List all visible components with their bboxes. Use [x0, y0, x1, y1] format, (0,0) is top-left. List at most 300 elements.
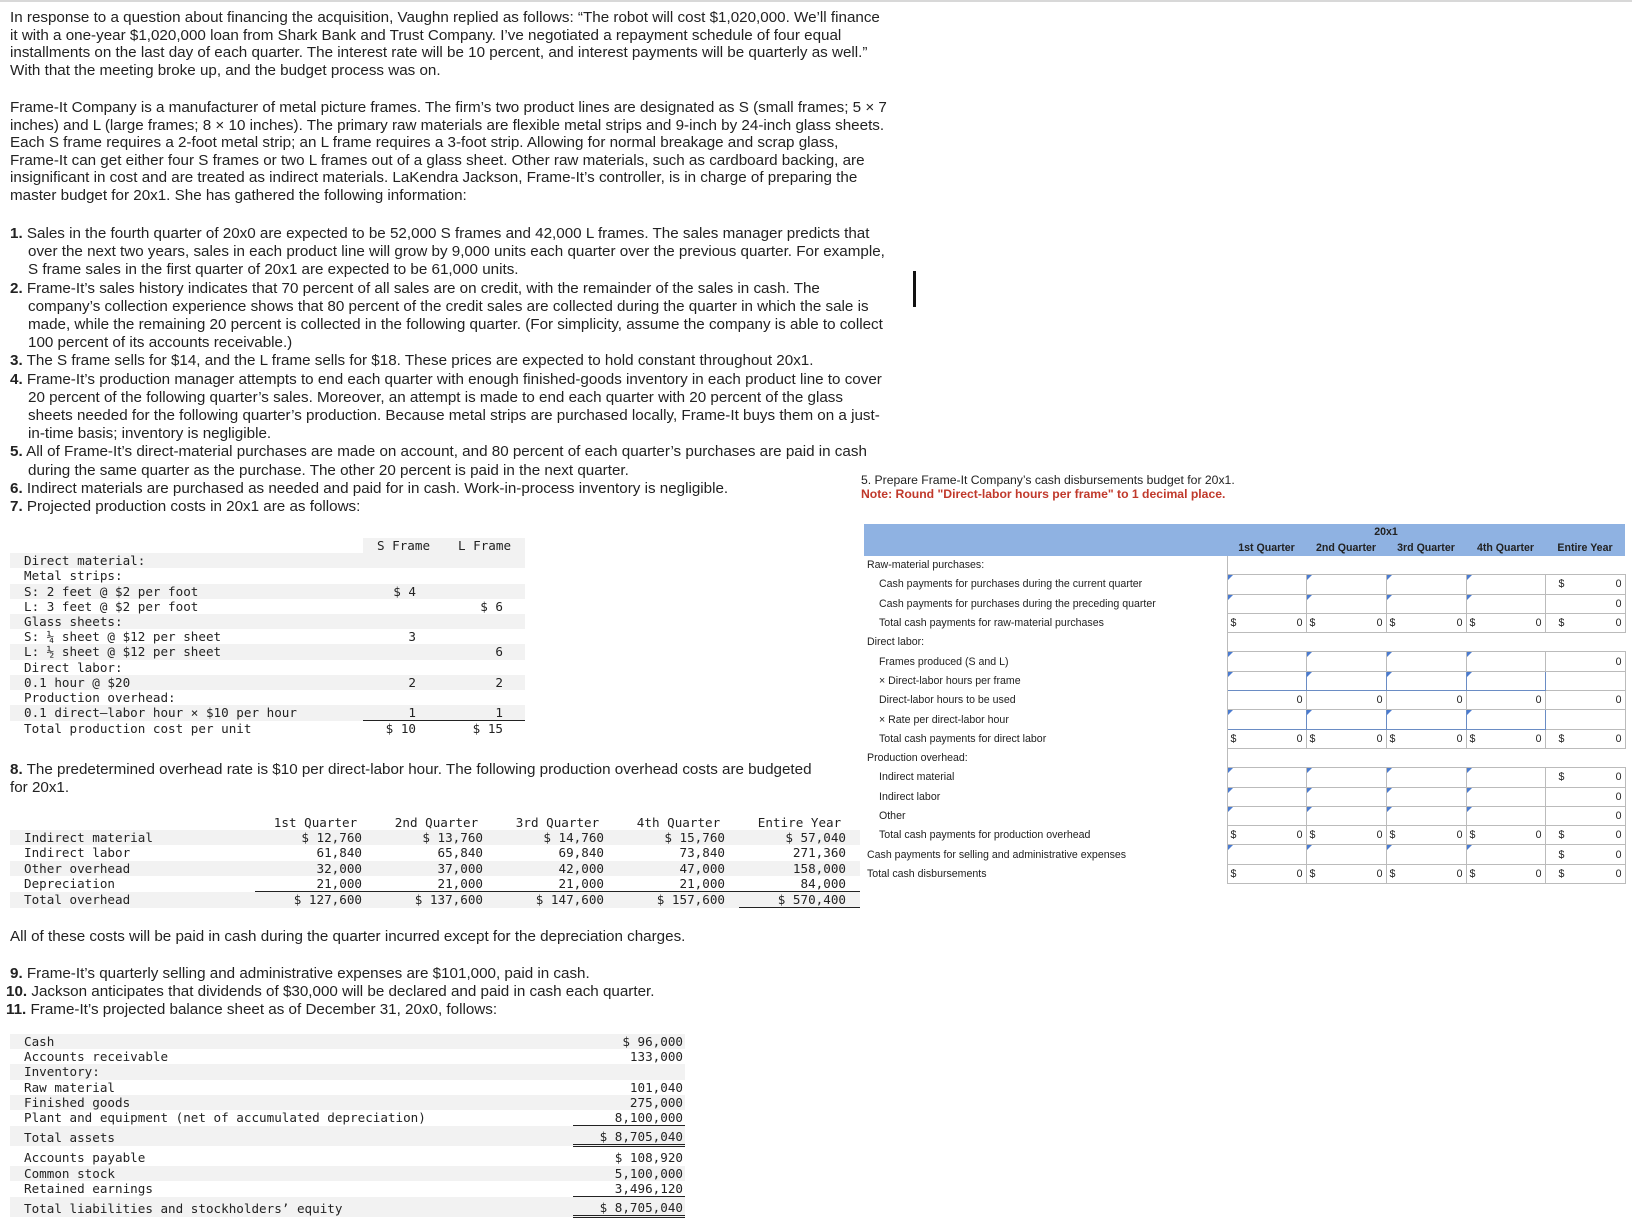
budget-row-label: Total cash payments for direct labor — [864, 729, 1227, 748]
table-row — [10, 705, 525, 721]
requirement-number: 5. — [10, 443, 23, 461]
budget-input-cell[interactable] — [1227, 652, 1306, 671]
balance-value: 5,100,000 — [573, 1166, 685, 1181]
computed-value: 0 — [1296, 829, 1303, 842]
year-total-cell — [1545, 806, 1625, 825]
column-header: 2nd Quarter — [394, 815, 479, 830]
budget-row-label: Total cash payments for raw-material purchases — [864, 613, 1227, 632]
column-header: 3rd Quarter — [1386, 539, 1466, 556]
currency-sign: $ — [1558, 578, 1565, 591]
overhead-value: 21,000 — [618, 876, 739, 892]
table-row — [10, 690, 525, 705]
question-title: 5. Prepare Frame-It Company’s cash disbursements budget for 20x1. — [861, 473, 1235, 487]
budget-row — [864, 748, 1625, 767]
row-label: Plant and equipment (net of accumulated depreciation) — [24, 1110, 426, 1126]
row-label: Indirect labor — [24, 845, 131, 861]
requirement-text: Frame-It’s production manager attempts to end each quarter with enough finished-goods inventory in each product line to cover 20 percent of the following quarter’s sales. Moreover, an attempt is made to end each quarter with 20 percent of the glass sheets needed for the following quarter’s production. Because metal strips are purchased locally, Frame-It buys them on a just-in-time basis; inventory is negligible. — [26, 370, 882, 443]
l-frame-value: 2 — [444, 675, 525, 690]
table-row — [10, 1080, 685, 1095]
table-row — [10, 660, 525, 675]
year-total-cell — [1545, 652, 1625, 671]
row-label: Accounts payable — [24, 1149, 146, 1165]
row-label: Indirect material — [10, 830, 255, 845]
year-total-value: 0 — [1615, 578, 1622, 591]
year-total-cell — [1545, 864, 1625, 883]
column-header-row — [864, 539, 1625, 556]
budget-input-cell[interactable] — [1306, 710, 1386, 729]
requirement-number: 6. — [10, 479, 23, 497]
budget-input-cell[interactable] — [1466, 594, 1545, 613]
l-frame-value — [444, 568, 525, 583]
year-total-cell — [1545, 691, 1625, 710]
s-frame-value — [363, 553, 444, 568]
item-text: Frame-It’s projected balance sheet as of December 31, 20x0, follows: — [30, 1000, 498, 1018]
overhead-value: $ 570,400 — [739, 892, 860, 908]
currency-sign: $ — [1469, 617, 1476, 630]
budget-input-cell[interactable] — [1466, 806, 1545, 825]
budget-row-label: Direct labor: — [864, 633, 1227, 652]
table-row — [10, 830, 860, 845]
item-number: 9. — [10, 965, 23, 982]
computed-value: 0 — [1376, 617, 1383, 630]
budget-row — [864, 845, 1625, 864]
computed-cell — [1227, 864, 1306, 883]
header-blank — [10, 815, 255, 830]
requirement-number: 1. — [10, 225, 23, 242]
year-total-value: 0 — [1615, 848, 1622, 861]
balance-value: $ 108,920 — [614, 1150, 683, 1166]
computed-cell — [1386, 826, 1466, 845]
s-frame-value: $ 10 — [385, 721, 416, 737]
budget-row — [864, 768, 1625, 787]
currency-sign: $ — [1558, 829, 1565, 842]
budget-row-label: Total cash disbursements — [864, 864, 1227, 883]
empty-cell — [1306, 748, 1386, 767]
overhead-value: 21,000 — [497, 876, 618, 892]
budget-input-cell[interactable] — [1386, 787, 1466, 806]
table-row — [10, 1049, 685, 1064]
budget-row — [864, 864, 1625, 883]
item-number: 11. — [6, 1000, 27, 1018]
budget-input-cell[interactable] — [1306, 787, 1386, 806]
table-row — [10, 553, 525, 568]
s-frame-value — [363, 690, 444, 705]
empty-cell — [1386, 556, 1466, 575]
row-label: Direct labor: — [24, 659, 123, 675]
balance-value: 3,496,120 — [573, 1181, 685, 1197]
budget-input-cell[interactable] — [1306, 806, 1386, 825]
currency-sign: $ — [1558, 771, 1565, 784]
computed-cell — [1386, 691, 1466, 710]
computed-value: 0 — [1296, 617, 1303, 630]
overhead-value: $ 15,760 — [618, 830, 739, 845]
requirement-text: All of Frame-It’s direct-material purchases are made on account, and 80 percent of each quarter’s purchases are paid in cash during the same quarter as the purchase. The other 20 percent is paid in the next quarter. — [26, 443, 867, 479]
year-total-value: 0 — [1615, 829, 1622, 842]
table-row — [10, 861, 860, 876]
budget-input-cell[interactable] — [1466, 575, 1545, 594]
year-total-value: 0 — [1615, 655, 1622, 668]
table-header-row — [10, 815, 860, 830]
table-row — [10, 876, 860, 892]
computed-value: 0 — [1376, 867, 1383, 880]
row-label: S: ¼ sheet @ $12 per sheet — [24, 629, 222, 645]
column-header: Entire Year — [1545, 539, 1625, 556]
row-label: 0.1 direct–labor hour × $10 per hour — [10, 705, 363, 721]
computed-value: 0 — [1456, 867, 1463, 880]
year-total-value: 0 — [1615, 867, 1622, 880]
budget-input-cell[interactable] — [1227, 787, 1306, 806]
row-label: 0.1 hour @ $20 — [10, 675, 363, 690]
year-total-cell — [1545, 787, 1625, 806]
table-row — [10, 599, 525, 614]
row-label: Finished goods — [10, 1095, 573, 1110]
empty-cell — [1227, 556, 1306, 575]
budget-input-cell[interactable] — [1227, 671, 1306, 690]
currency-sign: $ — [1389, 867, 1396, 880]
overhead-value: $ 13,760 — [376, 830, 497, 845]
s-frame-value: $ 4 — [363, 584, 444, 599]
empty-cell — [1466, 633, 1545, 652]
budget-row — [864, 556, 1625, 575]
currency-sign: $ — [1389, 732, 1396, 745]
requirement-text: Frame-It’s sales history indicates that 70 percent of all sales are on credit, with the remainder of the sales in cash. The company’s collection experience shows that 80 percent of the credit sales are collected during the quarter in which the sale is made, while the remaining 20 percent is collected in the following quarter. (For simplicity, assume the company is able to collect 100 percent of its accounts receivable.) — [26, 279, 883, 352]
table-row — [10, 1034, 685, 1049]
budget-row — [864, 652, 1625, 671]
intro-paragraph: In response to a question about financing the acquisition, Vaughn replied as follows: “The robot will cost $1,020,000. We’ll finance it with a one-year $1,020,000 loan from Shark Bank and Trust Company. I’ve negotiated a repayment schedule of four equal installments on the last day of each quarter. The interest rate will be 10 percent, and interest payments will be quarterly as well.” With that the meeting broke up, and the budget process was on. — [10, 9, 880, 79]
table-row — [10, 568, 525, 583]
overhead-value: 42,000 — [497, 861, 618, 876]
budget-input-cell[interactable] — [1386, 575, 1466, 594]
budget-row — [864, 710, 1625, 729]
computed-cell — [1466, 613, 1545, 632]
overhead-value: 65,840 — [437, 845, 483, 861]
header-blank — [864, 539, 1227, 556]
budget-input-cell[interactable] — [1306, 768, 1386, 787]
budget-input-cell[interactable] — [1306, 671, 1386, 690]
row-label: L: ½ sheet @ $12 per sheet — [10, 644, 363, 659]
empty-cell — [1306, 633, 1386, 652]
budget-input-cell[interactable] — [1227, 768, 1306, 787]
computed-value: 0 — [1456, 732, 1463, 745]
computed-cell — [1386, 864, 1466, 883]
header-blank — [10, 538, 363, 553]
budget-input-cell[interactable] — [1227, 594, 1306, 613]
budget-row-label: Direct-labor hours to be used — [864, 691, 1227, 710]
year-total-value: 0 — [1615, 810, 1622, 822]
overhead-value: $ 137,600 — [376, 892, 497, 908]
row-label: Raw material — [24, 1079, 115, 1095]
overhead-value: 61,840 — [316, 845, 362, 861]
l-frame-value — [444, 690, 525, 705]
empty-cell — [1466, 748, 1545, 767]
table-row — [10, 1095, 685, 1110]
computed-cell — [1386, 729, 1466, 748]
computed-value: 0 — [1376, 829, 1383, 842]
budget-row — [864, 806, 1625, 825]
year-total-cell — [1545, 710, 1625, 729]
column-header: 2nd Quarter — [1306, 539, 1386, 556]
currency-sign: $ — [1469, 732, 1476, 745]
header-blank — [864, 524, 1227, 539]
table-row — [10, 1197, 685, 1217]
overhead-value: $ 57,040 — [739, 830, 860, 845]
computed-cell — [1227, 691, 1306, 710]
table-row — [10, 1110, 685, 1126]
computed-cell — [1227, 826, 1306, 845]
budget-row-label: Cash payments for selling and administrative expenses — [864, 845, 1227, 864]
production-cost-table — [10, 538, 525, 737]
requirement-item — [10, 280, 890, 353]
computed-value: 0 — [1456, 694, 1463, 707]
row-label: Production overhead: — [24, 690, 176, 706]
budget-input-cell[interactable] — [1466, 671, 1545, 690]
row-label: Common stock — [10, 1166, 573, 1181]
computed-value: 0 — [1535, 694, 1542, 707]
row-label: Accounts receivable — [24, 1049, 169, 1065]
year-total-value: 0 — [1615, 732, 1622, 745]
s-frame-value — [363, 660, 444, 675]
year-total-cell — [1545, 826, 1625, 845]
balance-value: 133,000 — [629, 1049, 683, 1065]
l-frame-value — [444, 614, 525, 629]
currency-sign: $ — [1558, 732, 1565, 745]
overhead-value: $ 157,600 — [618, 892, 739, 908]
computed-cell — [1306, 864, 1386, 883]
table-row — [10, 721, 525, 737]
items-9-11 — [6, 965, 890, 1018]
budget-input-cell[interactable] — [1227, 845, 1306, 864]
budget-row-label: Indirect material — [864, 768, 1227, 787]
overhead-value: 32,000 — [255, 861, 376, 876]
computed-value: 0 — [1456, 617, 1463, 630]
budget-input-cell[interactable] — [1466, 845, 1545, 864]
balance-sheet-table — [10, 1034, 685, 1218]
balance-value: 275,000 — [573, 1095, 685, 1110]
column-header: Entire Year — [757, 815, 842, 830]
year-total-cell — [1545, 594, 1625, 613]
balance-value: $ 96,000 — [573, 1034, 685, 1049]
budget-input-cell[interactable] — [1466, 652, 1545, 671]
column-header: 4th Quarter — [636, 815, 721, 830]
budget-row-label: × Direct-labor hours per frame — [864, 671, 1227, 690]
currency-sign: $ — [1558, 848, 1565, 861]
overhead-table — [10, 815, 860, 908]
cash-note: All of these costs will be paid in cash during the quarter incurred except for the depreciation charges. — [10, 928, 686, 945]
column-header: S Frame — [363, 538, 444, 553]
row-label: L: 3 feet @ $2 per foot — [24, 598, 199, 614]
table-row — [10, 675, 525, 690]
empty-cell — [1306, 556, 1386, 575]
requirement-item — [10, 371, 890, 444]
header-blank — [1545, 524, 1625, 539]
requirement-text: Projected production costs in 20x1 are as follows: — [26, 498, 361, 516]
computed-cell — [1227, 729, 1306, 748]
budget-row-label: Indirect labor — [864, 787, 1227, 806]
requirement-item — [10, 225, 890, 280]
budget-input-cell[interactable] — [1386, 845, 1466, 864]
empty-cell — [1386, 633, 1466, 652]
table-row — [10, 845, 860, 860]
table-row — [10, 1064, 685, 1079]
overhead-value: $ 127,600 — [255, 892, 376, 908]
currency-sign: $ — [1389, 617, 1396, 630]
budget-input-cell[interactable] — [1466, 710, 1545, 729]
year-total-cell — [1545, 575, 1625, 594]
empty-cell — [1545, 748, 1625, 767]
requirements-list — [10, 225, 890, 516]
budget-input-cell[interactable] — [1386, 710, 1466, 729]
overhead-value: 73,840 — [679, 845, 725, 861]
currency-sign: $ — [1309, 617, 1316, 630]
year-total-cell — [1545, 845, 1625, 864]
item-8-number: 8. — [10, 761, 23, 778]
balance-value: 101,040 — [629, 1079, 683, 1095]
s-frame-value: 2 — [363, 675, 444, 690]
currency-sign: $ — [1469, 829, 1476, 842]
currency-sign: $ — [1309, 829, 1316, 842]
budget-row-label: Cash payments for purchases during the preceding quarter — [864, 594, 1227, 613]
budget-row — [864, 826, 1625, 845]
budget-input-cell[interactable] — [1306, 652, 1386, 671]
overhead-value: 21,000 — [376, 876, 497, 892]
year-total-value: 0 — [1615, 617, 1622, 630]
budget-input-cell[interactable] — [1386, 594, 1466, 613]
row-label: Other overhead — [10, 861, 255, 876]
empty-cell — [1466, 556, 1545, 575]
budget-input-cell[interactable] — [1466, 768, 1545, 787]
year-total-value: 0 — [1615, 597, 1622, 610]
computed-cell — [1466, 691, 1545, 710]
year-total-cell — [1545, 613, 1625, 632]
computed-cell — [1466, 729, 1545, 748]
table-row — [10, 1146, 685, 1166]
s-frame-value: 3 — [408, 629, 416, 645]
s-frame-value — [363, 568, 444, 583]
column-header: 3rd Quarter — [515, 815, 600, 830]
top-border — [0, 0, 1632, 2]
overhead-value: 84,000 — [739, 876, 860, 892]
computed-cell — [1466, 826, 1545, 845]
currency-sign: $ — [1469, 867, 1476, 880]
requirement-text: Indirect materials are purchased as needed and paid for in cash. Work-in-process inventory is negligible. — [26, 479, 729, 497]
computed-value: 0 — [1535, 732, 1542, 745]
budget-input-cell[interactable] — [1306, 594, 1386, 613]
company-paragraph: Frame-It Company is a manufacturer of metal picture frames. The firm’s two product lines are designated as S (small frames; 5 × 7 inches) and L (large frames; 8 × 10 inches). The primary raw materials are flexible metal strips and 9-inch by 24-inch glass sheets. Each S frame requires a 2-foot metal strip; an L frame requires a 3-foot strip. Allowing for normal breakage and scrap glass, Frame-It can get either four S frames or two L frames out of a glass sheet. Other raw materials, such as cardboard backing, are insignificant in cost and are treated as indirect materials. LaKendra Jackson, Frame-It’s controller, is in charge of preparing the master budget for 20x1. She has gathered the following information: — [10, 99, 887, 204]
overhead-value: 271,360 — [792, 845, 846, 861]
numbered-item — [10, 965, 890, 983]
overhead-value: 47,000 — [618, 861, 739, 876]
table-row — [10, 614, 525, 629]
budget-row — [864, 671, 1625, 690]
overhead-value: $ 14,760 — [497, 830, 618, 845]
overhead-value: 21,000 — [255, 876, 376, 892]
year-total-value: 0 — [1615, 694, 1622, 707]
numbered-item — [6, 983, 890, 1001]
table-row — [10, 892, 860, 908]
budget-row — [864, 787, 1625, 806]
requirement-text: The S frame sells for $14, and the L frame sells for $18. These prices are expected to hold constant throughout 20x1. — [26, 352, 814, 370]
row-label: Inventory: — [10, 1064, 573, 1079]
budget-input-cell[interactable] — [1306, 845, 1386, 864]
budget-row — [864, 594, 1625, 613]
balance-value: $ 8,705,040 — [573, 1197, 685, 1217]
table-row — [10, 629, 525, 644]
computed-value: 0 — [1456, 829, 1463, 842]
currency-sign: $ — [1558, 617, 1565, 630]
overhead-value: $ 12,760 — [255, 830, 376, 845]
row-label: Metal strips: — [24, 568, 123, 584]
l-frame-value: 6 — [444, 644, 525, 659]
empty-cell — [1227, 633, 1306, 652]
numbered-item — [6, 1001, 890, 1019]
l-frame-value: 1 — [444, 705, 525, 721]
computed-value: 0 — [1535, 867, 1542, 880]
budget-input-cell[interactable] — [1386, 768, 1466, 787]
requirement-item — [10, 480, 890, 498]
budget-input-cell[interactable] — [1227, 710, 1306, 729]
overhead-value: $ 147,600 — [497, 892, 618, 908]
budget-input-cell[interactable] — [1386, 671, 1466, 690]
currency-sign: $ — [1558, 867, 1565, 880]
budget-input-cell[interactable] — [1386, 652, 1466, 671]
computed-cell — [1227, 613, 1306, 632]
year-total-cell — [1545, 671, 1625, 690]
budget-row — [864, 633, 1625, 652]
overhead-value: 158,000 — [739, 861, 860, 876]
computed-cell — [1306, 691, 1386, 710]
l-frame-value — [444, 584, 525, 599]
requirement-text: Sales in the fourth quarter of 20x0 are expected to be 52,000 S frames and 42,000 L frames. The sales manager predicts that over the next two years, sales in each product line will grow by 9,000 units each quarter over the previous quarter. For example, S frame sales in the first quarter of 20x1 are expected to be 61,000 units. — [26, 225, 885, 279]
overhead-value: 37,000 — [376, 861, 497, 876]
column-header: L Frame — [444, 538, 525, 553]
currency-sign: $ — [1230, 829, 1237, 842]
empty-cell — [1545, 556, 1625, 575]
budget-input-cell[interactable] — [1466, 787, 1545, 806]
requirement-item — [10, 498, 890, 516]
table-header-row — [10, 538, 525, 553]
year-total-value: 0 — [1615, 771, 1622, 784]
empty-cell — [1545, 633, 1625, 652]
computed-value: 0 — [1296, 867, 1303, 880]
row-label: Total overhead — [10, 892, 255, 908]
budget-input-cell[interactable] — [1227, 806, 1306, 825]
currency-sign: $ — [1309, 867, 1316, 880]
computed-value: 0 — [1535, 829, 1542, 842]
table-row — [10, 1181, 685, 1197]
requirement-item — [10, 443, 890, 479]
column-header: 1st Quarter — [1227, 539, 1306, 556]
balance-value — [573, 1064, 685, 1079]
budget-input-cell[interactable] — [1386, 806, 1466, 825]
empty-cell — [1386, 748, 1466, 767]
l-frame-value — [444, 660, 525, 675]
year-total-value: 0 — [1615, 790, 1622, 803]
budget-input-cell[interactable] — [1306, 575, 1386, 594]
question-note: Note: Round "Direct-labor hours per frame" to 1 decimal place. — [861, 487, 1226, 501]
budget-row-label: Other — [864, 806, 1227, 825]
budget-input-cell[interactable] — [1227, 575, 1306, 594]
column-header: 4th Quarter — [1466, 539, 1545, 556]
computed-value: 0 — [1296, 732, 1303, 745]
row-label: S: 2 feet @ $2 per foot — [10, 584, 363, 599]
balance-value: 8,100,000 — [573, 1110, 685, 1126]
budget-row-label: Raw-material purchases: — [864, 556, 1227, 575]
computed-cell — [1306, 826, 1386, 845]
balance-value: $ 8,705,040 — [573, 1126, 685, 1146]
table-row — [10, 1166, 685, 1181]
computed-cell — [1466, 864, 1545, 883]
computed-value: 0 — [1376, 732, 1383, 745]
